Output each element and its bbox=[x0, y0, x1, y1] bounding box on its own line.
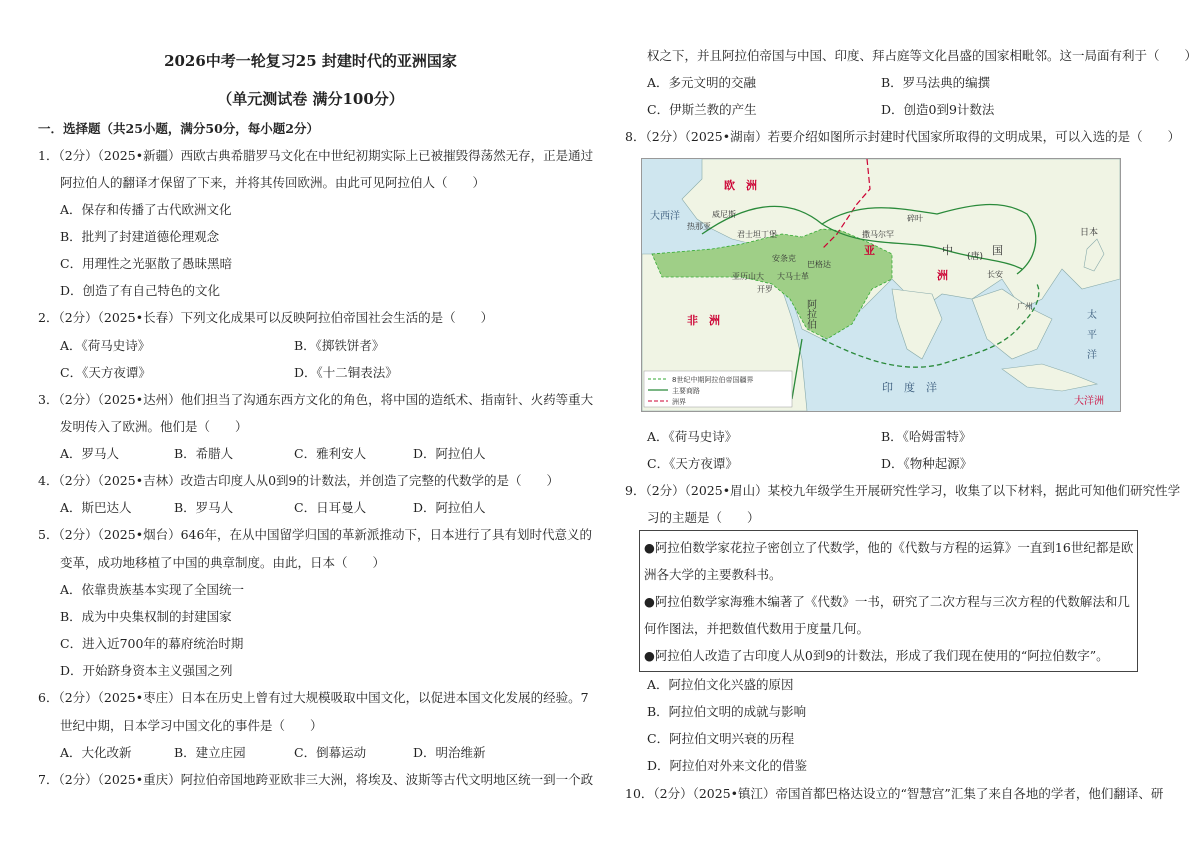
q8-option-c[interactable]: C．《天方夜谭》 bbox=[647, 456, 738, 471]
q9-option-d[interactable]: D．阿拉伯对外来文化的借鉴 bbox=[647, 758, 808, 773]
city-cairo: 开罗 bbox=[757, 285, 773, 294]
q3-stem-cont: 发明传入了欧洲。他们是（ ） bbox=[60, 419, 248, 434]
q9-material-2-cont: 何作图法，并把数值代数用于度量几何。 bbox=[644, 621, 870, 636]
label-china-2: 国 bbox=[992, 244, 1003, 257]
label-atlantic: 大西洋 bbox=[650, 211, 680, 222]
city-samarkand: 撒马尔罕 bbox=[862, 230, 894, 239]
q8-option-d[interactable]: D．《物种起源》 bbox=[881, 456, 973, 471]
q7-stem-cont: 权之下，并且阿拉伯帝国与中国、印度、拜占庭等文化昌盛的国家相毗邻。这一局面有利于（ ） bbox=[647, 48, 1198, 63]
q7-option-b[interactable]: B．罗马法典的编撰 bbox=[881, 75, 991, 90]
q9-material-3: ●阿拉伯人改造了古印度人从0到9的计数法，形成了我们现在使用的“阿拉伯数字”。 bbox=[644, 648, 1109, 663]
legend-trade-route: 主要商路 bbox=[672, 387, 700, 395]
q10-stem: 10．（2分）（2025•镇江）帝国首都巴格达设立的“智慧宫”汇集了来自各地的学者，他们翻译、研 bbox=[625, 786, 1164, 801]
q3-option-b[interactable]: B．希腊人 bbox=[174, 446, 234, 461]
city-guangzhou: 广州 bbox=[1017, 302, 1033, 311]
land-india bbox=[892, 289, 942, 359]
q2-option-c[interactable]: C．《天方夜谭》 bbox=[60, 365, 151, 380]
q5-option-a[interactable]: A．依靠贵族基本实现了全国统一 bbox=[60, 582, 245, 597]
label-pacific: 太 平 洋 bbox=[1084, 309, 1096, 359]
q7-option-d[interactable]: D．创造0到9计数法 bbox=[881, 102, 995, 117]
q9-material-1: ●阿拉伯数学家花拉子密创立了代数学，他的《代数与方程的运算》一直到16世纪都是欧 bbox=[644, 540, 1134, 555]
q9-option-b[interactable]: B．阿拉伯文明的成就与影响 bbox=[647, 704, 807, 719]
q1-option-c[interactable]: C．用理性之光驱散了愚昧黑暗 bbox=[60, 256, 233, 271]
q3-stem: 3．（2分）（2025•达州）他们担当了沟通东西方文化的角色，将中国的造纸术、指南针、火药等重大 bbox=[38, 392, 594, 407]
q4-option-b[interactable]: B．罗马人 bbox=[174, 500, 234, 515]
q9-material-1-cont: 洲各大学的主要教科书。 bbox=[644, 567, 782, 582]
land-indonesia bbox=[1002, 364, 1097, 391]
q5-stem: 5．（2分）（2025•烟台）646年，在从中国留学归国的革新派推动下，日本进行了具有划时代意义的 bbox=[38, 527, 592, 542]
q8-stem: 8．（2分）（2025•湖南）若要介绍如图所示封建时代国家所取得的文明成果，可以入选的是（ ） bbox=[625, 129, 1181, 144]
city-changan: 长安 bbox=[987, 270, 1003, 279]
q2-stem: 2．（2分）（2025•长春）下列文化成果可以反映阿拉伯帝国社会生活的是（ ） bbox=[38, 310, 494, 325]
page-title: 2026中考一轮复习25 封建时代的亚洲国家 bbox=[164, 52, 457, 70]
q5-option-b[interactable]: B．成为中央集权制的封建国家 bbox=[60, 609, 232, 624]
label-asia-2: 洲 bbox=[937, 269, 948, 282]
city-antioch: 安条克 bbox=[772, 254, 796, 263]
city-constantinople: 君士坦丁堡 bbox=[737, 230, 777, 239]
city-genoa: 热那亚 bbox=[687, 222, 711, 231]
q6-option-b[interactable]: B．建立庄园 bbox=[174, 745, 246, 760]
city-venice: 威尼斯 bbox=[712, 210, 736, 219]
q7-stem: 7．（2分）（2025•重庆）阿拉伯帝国地跨亚欧非三大洲，将埃及、波斯等古代文明地区统一到一个政 bbox=[38, 772, 594, 787]
legend-boundary: 8世纪中期阿拉伯帝国疆界 bbox=[672, 376, 754, 384]
q9-option-c[interactable]: C．阿拉伯文明兴衰的历程 bbox=[647, 731, 795, 746]
q1-option-b[interactable]: B．批判了封建道德伦理观念 bbox=[60, 229, 220, 244]
city-baghdad: 巴格达 bbox=[807, 260, 831, 269]
label-japan: 日本 bbox=[1080, 228, 1099, 238]
q7-option-a[interactable]: A．多元文明的交融 bbox=[647, 75, 757, 90]
q4-option-c[interactable]: C．日耳曼人 bbox=[294, 500, 367, 515]
legend-continent-border: 洲界 bbox=[672, 398, 686, 406]
label-tang: (唐) bbox=[967, 252, 984, 262]
q5-stem-cont: 变革，成功地移植了中国的典章制度。由此，日本（ ） bbox=[60, 555, 386, 570]
q3-option-a[interactable]: A．罗马人 bbox=[60, 446, 120, 461]
q9-material-box bbox=[639, 530, 1138, 672]
q6-option-a[interactable]: A．大化改新 bbox=[60, 745, 132, 760]
label-indian-ocean: 印 度 洋 bbox=[882, 381, 937, 394]
label-europe: 欧 洲 bbox=[724, 179, 757, 192]
q4-stem: 4．（2分）（2025•吉林）改造古印度人从0到9的计数法，并创造了完整的代数学的是（ ） bbox=[38, 473, 559, 488]
q6-stem: 6．（2分）（2025•枣庄）日本在历史上曾有过大规模吸取中国文化，以促进本国文化发展的经验。7 bbox=[38, 690, 589, 705]
q8-option-b[interactable]: B．《哈姆雷特》 bbox=[881, 429, 972, 444]
q5-option-c[interactable]: C．进入近700年的幕府统治时期 bbox=[60, 636, 244, 651]
arab-empire-map bbox=[641, 158, 1121, 412]
city-suyab: 碎叶 bbox=[907, 214, 923, 223]
q3-option-c[interactable]: C．雅利安人 bbox=[294, 446, 367, 461]
q9-option-a[interactable]: A．阿拉伯文化兴盛的原因 bbox=[647, 677, 794, 692]
q7-option-c[interactable]: C．伊斯兰教的产生 bbox=[647, 102, 757, 117]
q9-stem-cont: 习的主题是（ ） bbox=[647, 510, 760, 525]
q1-option-a[interactable]: A．保存和传播了古代欧洲文化 bbox=[60, 202, 232, 217]
label-arabia: 阿拉伯 bbox=[804, 299, 816, 329]
q2-option-b[interactable]: B．《掷铁饼者》 bbox=[294, 338, 385, 353]
label-asia: 亚 bbox=[864, 244, 875, 257]
q6-option-d[interactable]: D．明治维新 bbox=[413, 745, 486, 760]
page-subtitle: （单元测试卷 满分100分） bbox=[217, 90, 404, 108]
q1-stem: 1．（2分）（2025•新疆）西欧古典希腊罗马文化在中世纪初期实际上已被摧毁得荡然无存，正是通过 bbox=[38, 148, 594, 163]
q1-stem-cont: 阿拉伯人的翻译才保留了下来，并将其传回欧洲。由此可见阿拉伯人（ ） bbox=[60, 175, 486, 190]
q9-stem: 9．（2分）（2025•眉山）某校九年级学生开展研究性学习，收集了以下材料，据此可知他们研究性学 bbox=[625, 483, 1181, 498]
q2-option-a[interactable]: A．《荷马史诗》 bbox=[60, 338, 151, 353]
q6-option-c[interactable]: C．倒幕运动 bbox=[294, 745, 367, 760]
q3-option-d[interactable]: D．阿拉伯人 bbox=[413, 446, 486, 461]
q5-option-d[interactable]: D．开始跻身资本主义强国之列 bbox=[60, 663, 233, 678]
q6-stem-cont: 世纪中期，日本学习中国文化的事件是（ ） bbox=[60, 718, 323, 733]
q2-option-d[interactable]: D．《十二铜表法》 bbox=[294, 365, 398, 380]
q9-material-2: ●阿拉伯数学家海雅木编著了《代数》一书，研究了二次方程与三次方程的代数解法和几 bbox=[644, 594, 1130, 609]
q1-option-d[interactable]: D．创造了有自己特色的文化 bbox=[60, 283, 221, 298]
label-africa: 非 洲 bbox=[687, 314, 720, 327]
city-damascus: 大马士革 bbox=[777, 272, 809, 281]
label-oceania: 大洋洲 bbox=[1074, 396, 1104, 407]
q4-option-a[interactable]: A．斯巴达人 bbox=[60, 500, 132, 515]
city-alexandria: 亚历山大 bbox=[732, 272, 764, 281]
section-heading: 一．选择题（共25小题，满分50分，每小题2分） bbox=[38, 121, 319, 136]
label-china: 中 bbox=[942, 244, 953, 257]
q8-option-a[interactable]: A．《荷马史诗》 bbox=[647, 429, 738, 444]
q4-option-d[interactable]: D．阿拉伯人 bbox=[413, 500, 486, 515]
